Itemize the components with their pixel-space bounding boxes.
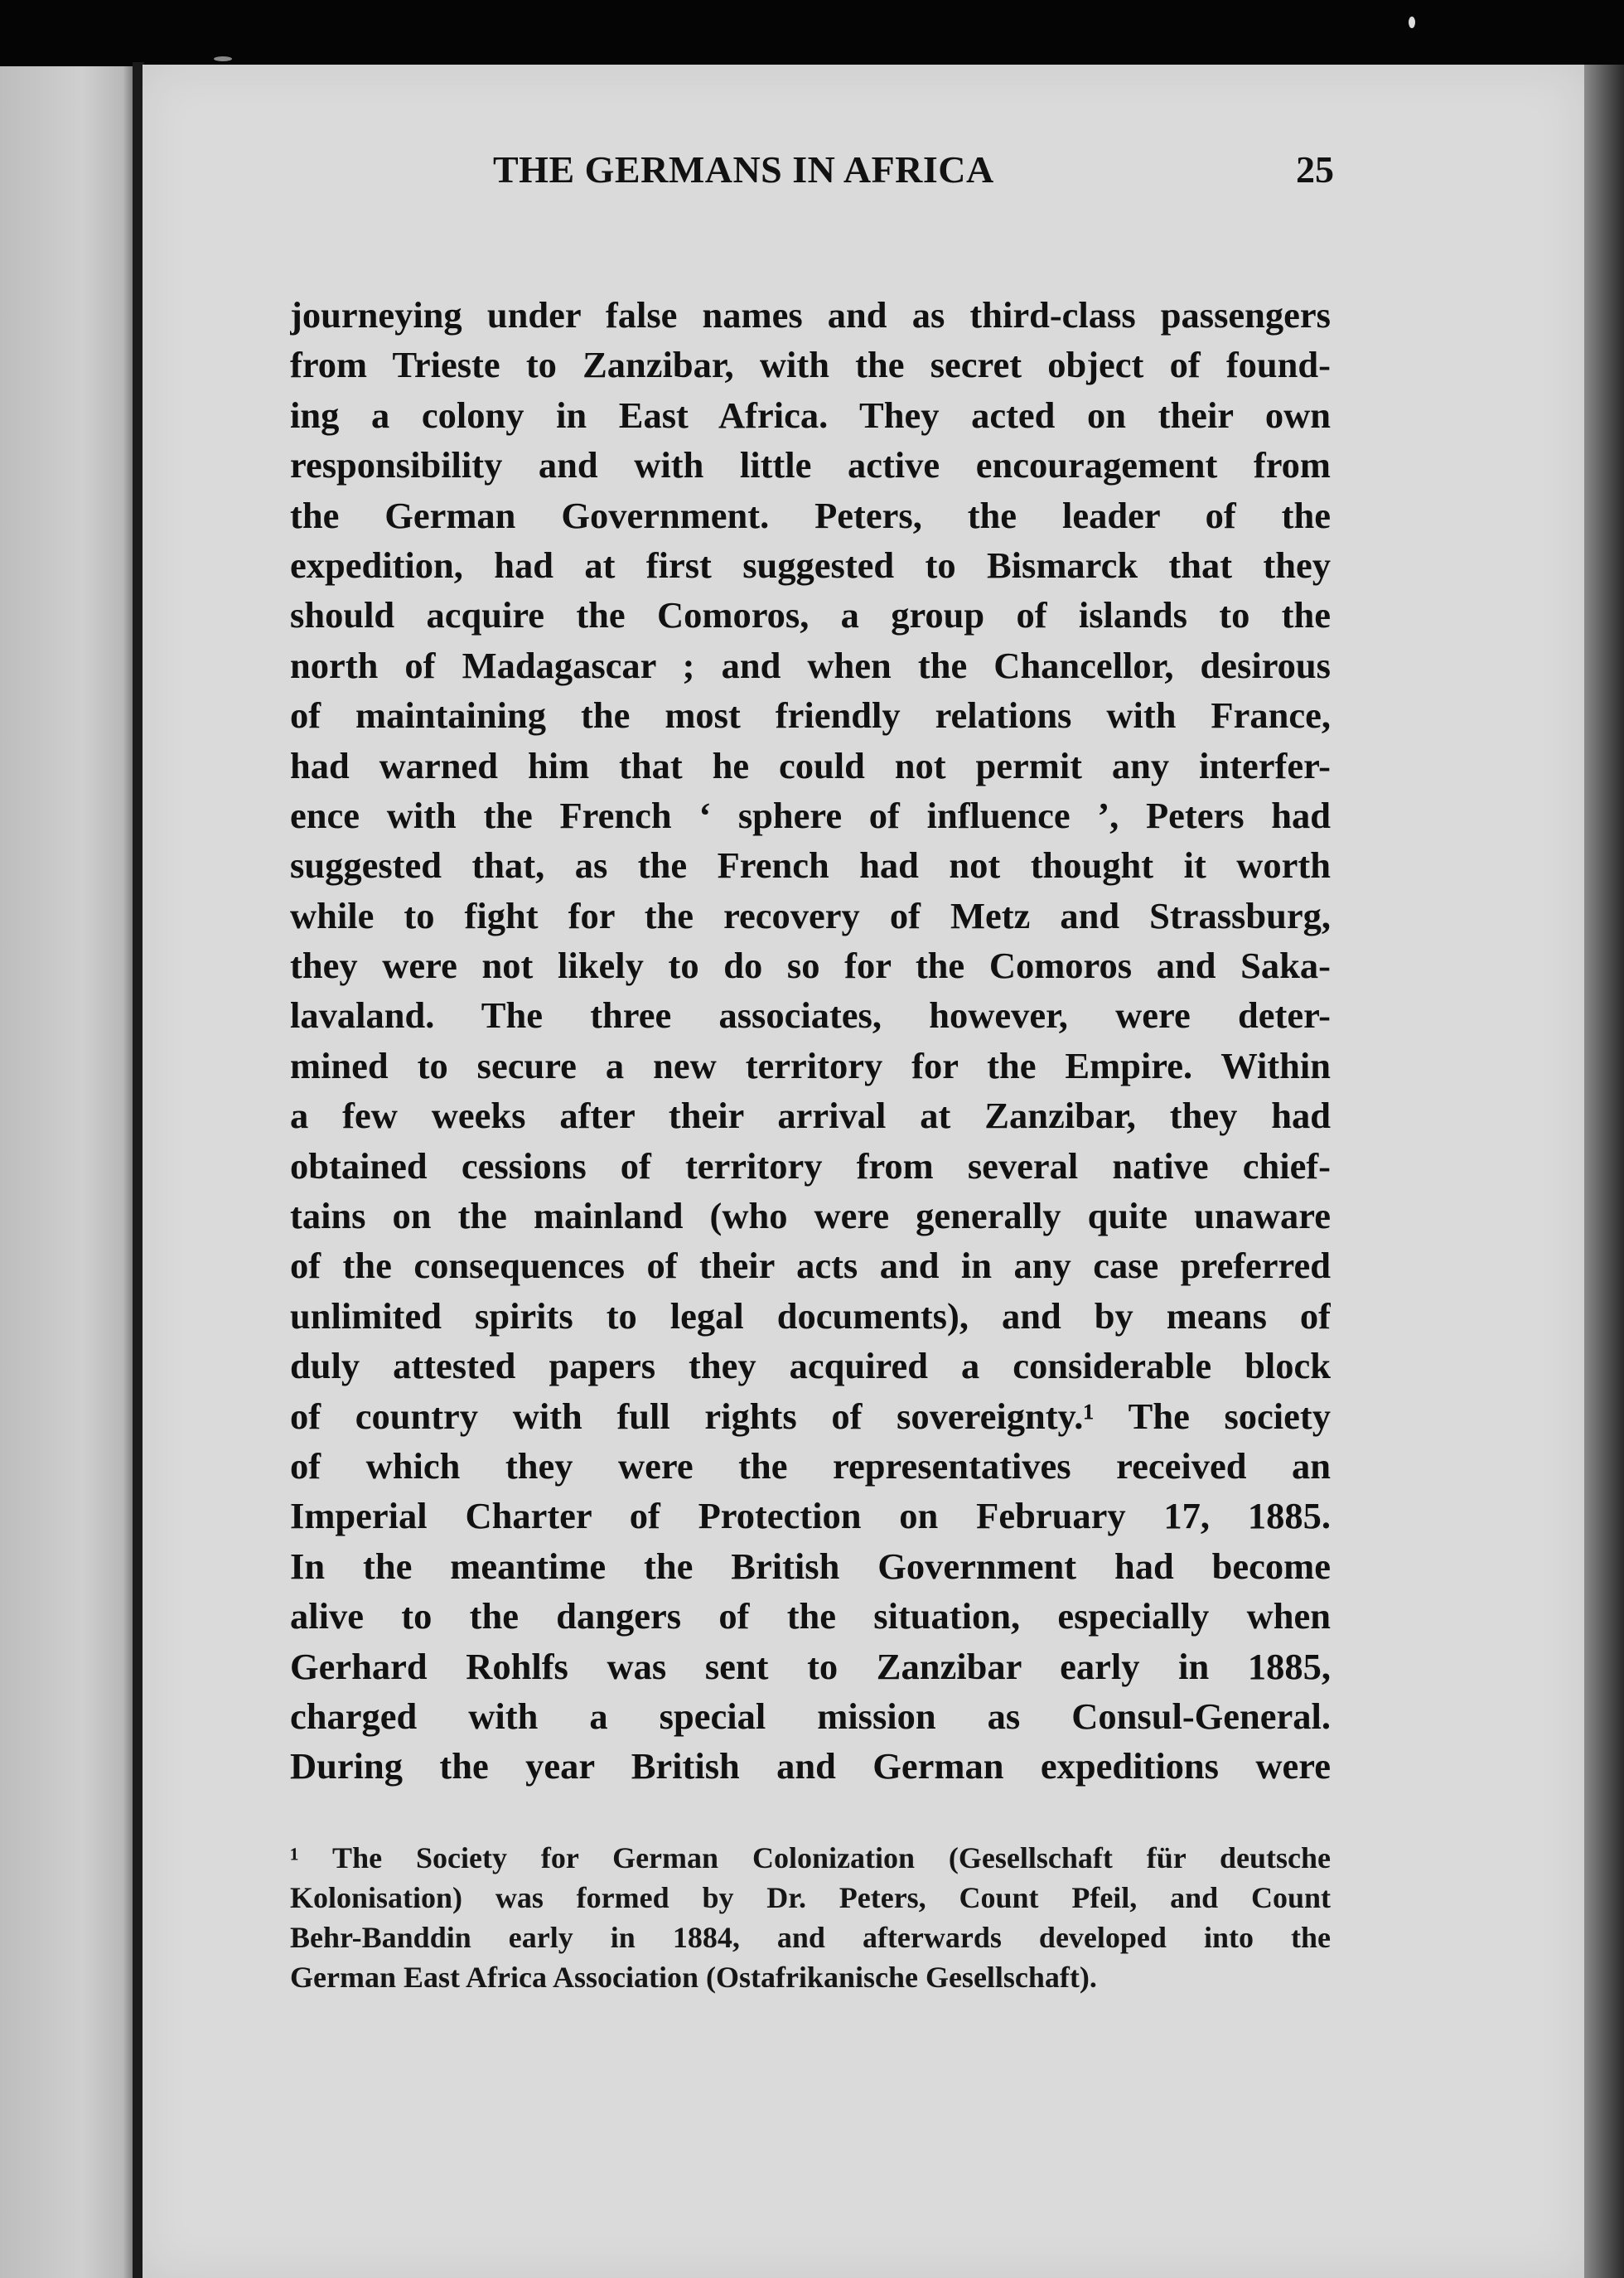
text-line: journeying under false names and as third-class passengers	[290, 294, 1331, 336]
page-number: 25	[1296, 148, 1334, 191]
footnote-line: Kolonisation) was formed by Dr. Peters, Count Pfeil, and Count	[290, 1881, 1331, 1914]
text-line: tains on the mainland (who were generally quite unaware	[290, 1195, 1331, 1237]
text-line: alive to the dangers of the situation, especially when	[290, 1595, 1331, 1637]
text-line: unlimited spirits to legal documents), and by means of	[290, 1294, 1331, 1337]
footnote-line: German East Africa Association (Ostafrikanische Gesellschaft).	[290, 1961, 1097, 1994]
text-line: charged with a special mission as Consul-General.	[290, 1695, 1331, 1737]
text-line: expedition, had at first suggested to Bismarck that they	[290, 544, 1331, 586]
scan-speck	[214, 56, 232, 61]
text-line: lavaland. The three associates, however, were deter-	[290, 994, 1331, 1037]
text-line: should acquire the Comoros, a group of islands to the	[290, 594, 1331, 636]
text-line: of which they were the representatives received an	[290, 1444, 1331, 1487]
text-line: of maintaining the most friendly relations with France,	[290, 694, 1331, 737]
text-line: north of Madagascar ; and when the Chancellor, desirous	[290, 644, 1331, 686]
text-line: of country with full rights of sovereignty.¹ The society	[290, 1395, 1331, 1437]
text-line: Imperial Charter of Protection on February 17, 1885.	[290, 1495, 1331, 1537]
text-line: the German Government. Peters, the leader of the	[290, 494, 1331, 536]
scan-speck	[1409, 17, 1415, 28]
footnote	[290, 1838, 1331, 1997]
text-line: ing a colony in East Africa. They acted on their own	[290, 394, 1331, 436]
text-line: suggested that, as the French had not thought it worth	[290, 844, 1331, 887]
body-text	[290, 290, 1331, 1792]
running-head	[141, 148, 1334, 214]
text-line: they were not likely to do so for the Comoros and Saka-	[290, 945, 1331, 987]
text-line: In the meantime the British Government had become	[290, 1545, 1331, 1587]
text-line: mined to secure a new territory for the Empire. Within	[290, 1044, 1331, 1086]
text-line: responsibility and with little active encouragement from	[290, 444, 1331, 486]
text-line: Gerhard Rohlfs was sent to Zanzibar early in 1885,	[290, 1645, 1331, 1687]
text-line: from Trieste to Zanzibar, with the secret object of found-	[290, 344, 1331, 386]
text-line: duly attested papers they acquired a considerable block	[290, 1345, 1331, 1387]
text-line: while to fight for the recovery of Metz and Strassburg,	[290, 894, 1331, 936]
footnote-line: Behr-Banddin early in 1884, and afterwards developed into the	[290, 1921, 1331, 1954]
footnote-line: ¹ The Society for German Colonization (Gesellschaft für deutsche	[290, 1841, 1331, 1874]
text-line: had warned him that he could not permit any interfer-	[290, 744, 1331, 786]
text-line: During the year British and German expeditions were	[290, 1745, 1331, 1787]
page-right-edge	[1584, 65, 1624, 2278]
running-head-title: THE GERMANS IN AFRICA	[493, 148, 994, 191]
text-line: ence with the French ‘ sphere of influence ’, Peters had	[290, 794, 1331, 836]
text-line: obtained cessions of territory from several native chief-	[290, 1144, 1331, 1187]
previous-page-edge	[0, 66, 137, 2278]
text-line: of the consequences of their acts and in any case preferred	[290, 1245, 1331, 1287]
text-line: a few weeks after their arrival at Zanzibar, they had	[290, 1095, 1331, 1137]
